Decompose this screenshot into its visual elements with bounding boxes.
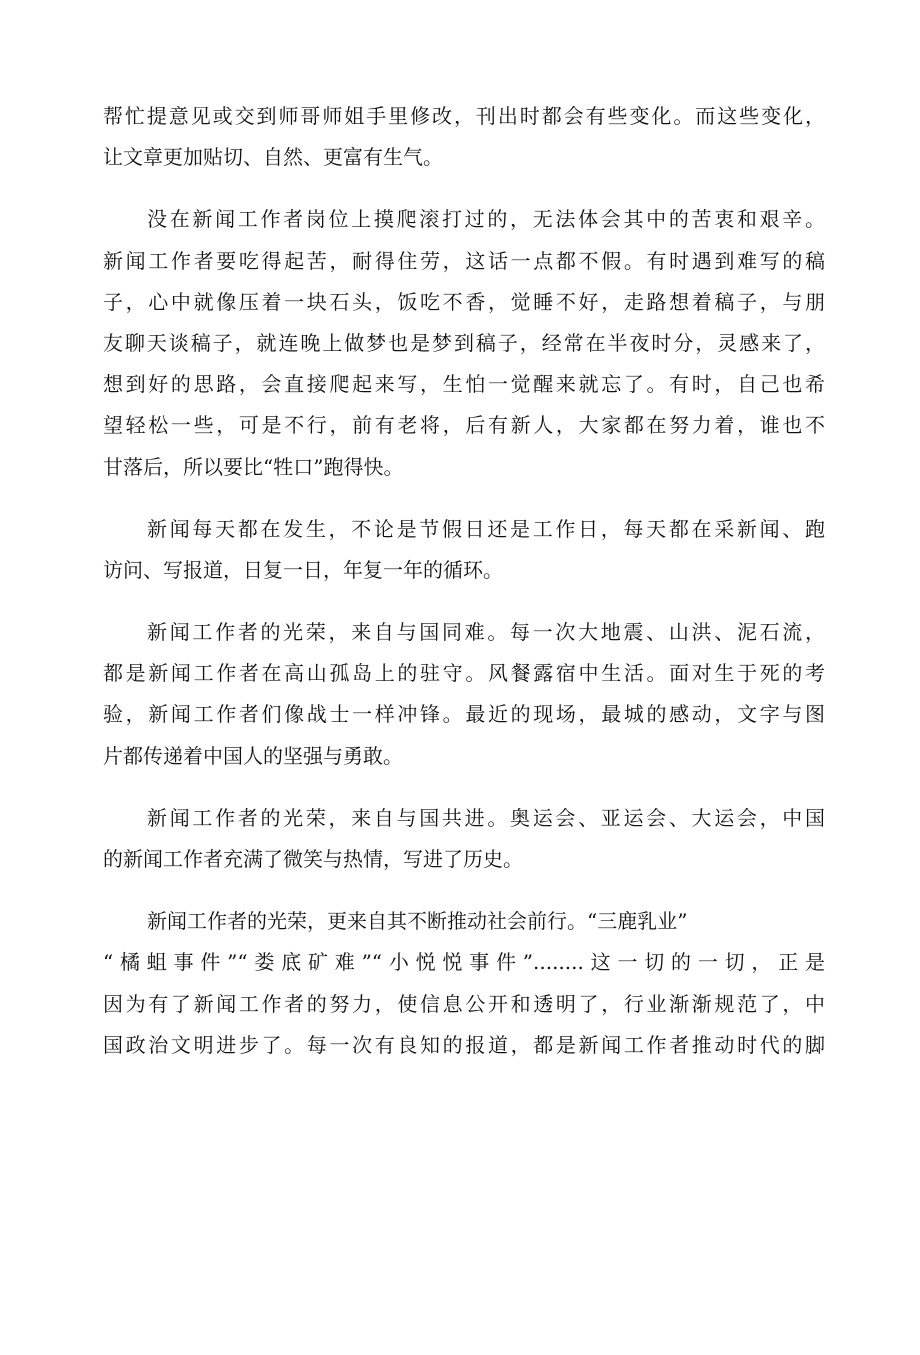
text-line: 都是新闻工作者在高山孤岛上的驻守。风餐露宿中生活。面对生于死的考 [103,661,825,686]
text-line: 访问、写报道，日复一日，年复一年的循环。 [103,557,503,582]
text-line: 的新闻工作者充满了微笑与热情，写进了历史。 [103,847,523,871]
text-line: 没在新闻工作者岗位上摸爬滚打过的，无法体会其中的苦衷和艰辛。 [147,207,825,232]
text-line: “橘蛆事件”“娄底矿难”“小悦悦事件”........这一切的一切，正是 [103,950,825,975]
text-line: 新闻每天都在发生，不论是节假日还是工作日，每天都在采新闻、跑 [147,516,825,541]
paragraph [103,901,825,1066]
paragraph [103,96,825,178]
text-line: 片都传递着中国人的坚强与勇敢。 [103,743,403,768]
text-line: 想到好的思路，会直接爬起来写，生怕一觉醒来就忘了。有时，自己也希 [103,372,825,397]
paragraph [103,199,825,487]
text-line: 新闻工作者的光荣，更来自其不断推动社会前行。“三鹿乳业” [147,909,688,934]
text-line: 友聊天谈稿子，就连晚上做梦也是梦到稿子，经常在半夜时分，灵感来了， [103,330,825,355]
text-line: 望轻松一些，可是不行，前有老将，后有新人，大家都在努力着，谁也不 [103,413,825,438]
text-line: 帮忙提意见或交到师哥师姐手里修改，刊出时都会有些变化。而这些变化， [103,104,825,128]
text-line: 甘落后，所以要比“牲口”跑得快。 [103,454,404,479]
document-body [103,96,825,1066]
text-line: 子，心中就像压着一块石头，饭吃不香，觉睡不好，走路想着稿子，与朋 [103,289,825,314]
text-line: 新闻工作者要吃得起苦，耐得住劳，这话一点都不假。有时遇到难写的稿 [103,248,825,273]
paragraph [103,509,825,591]
text-line: 因为有了新闻工作者的努力，使信息公开和透明了，行业渐渐规范了，中 [103,991,825,1016]
text-line: 让文章更加贴切、自然、更富有生气。 [103,145,443,170]
text-line: 新闻工作者的光荣，来自与国同难。每一次大地震、山洪、泥石流， [147,620,825,645]
paragraph [103,612,825,777]
text-line: 新闻工作者的光荣，来自与国共进。奥运会、亚运会、大运会，中国 [147,805,825,830]
paragraph [103,798,825,880]
text-line: 验，新闻工作者们像战士一样冲锋。最近的现场，最城的感动，文字与图 [103,702,825,727]
text-line: 国政治文明进步了。每一次有良知的报道，都是新闻工作者推动时代的脚 [103,1032,825,1057]
